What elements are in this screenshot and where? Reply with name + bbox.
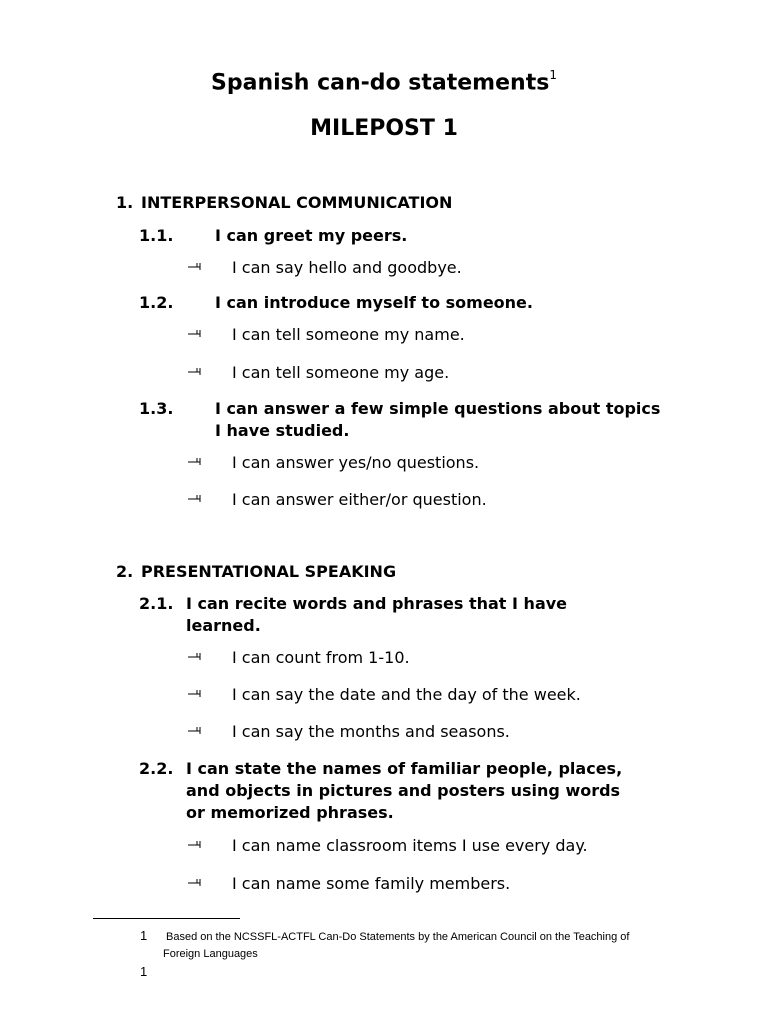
bullet-1-2-2: I can tell someone my age. <box>232 363 450 382</box>
footnote-marker: 1 <box>140 928 148 943</box>
item-1-1-number: 1.1. <box>139 226 174 245</box>
section-1-heading: INTERPERSONAL COMMUNICATION <box>141 193 453 212</box>
bullet-1-3-1: I can answer yes/no questions. <box>232 453 480 472</box>
item-2-1-number: 2.1. <box>139 594 174 613</box>
arrow-bullet-icon <box>187 328 203 338</box>
bullet-1-3-2: I can answer either/or question. <box>232 490 487 509</box>
arrow-bullet-icon <box>187 725 203 735</box>
title-footnote-marker: 1 <box>549 68 557 82</box>
arrow-bullet-icon <box>187 651 203 661</box>
section-1-number: 1. <box>116 193 134 212</box>
bullet-2-2-2: I can name some family members. <box>232 874 511 893</box>
document-title <box>0 70 768 95</box>
bullet-1-2-1: I can tell someone my name. <box>232 325 465 344</box>
item-2-1-text: I can recite words and phrases that I have learned. <box>186 594 568 635</box>
arrow-bullet-icon <box>187 261 203 271</box>
item-1-3-text: I can answer a few simple questions about topics I have studied. <box>215 399 661 440</box>
item-2-2-text: I can state the names of familiar people, places, and objects in pictures and posters using words or memorized phrases. <box>186 759 623 822</box>
section-2-heading: PRESENTATIONAL SPEAKING <box>141 562 397 581</box>
section-2-number: 2. <box>116 562 134 581</box>
bullet-2-1-3: I can say the months and seasons. <box>232 722 510 741</box>
arrow-bullet-icon <box>187 688 203 698</box>
item-1-2-text: I can introduce myself to someone. <box>215 293 533 312</box>
arrow-bullet-icon <box>187 877 203 887</box>
title-text: Spanish can-do statements <box>211 70 550 96</box>
item-1-2-number: 1.2. <box>139 293 174 312</box>
item-1-1-text: I can greet my peers. <box>215 226 408 245</box>
bullet-2-1-1: I can count from 1-10. <box>232 648 410 667</box>
bullet-1-1-1: I can say hello and goodbye. <box>232 258 462 277</box>
bullet-2-2-1: I can name classroom items I use every day. <box>232 836 588 855</box>
milepost-heading: MILEPOST 1 <box>310 116 458 141</box>
bullet-2-1-2: I can say the date and the day of the week. <box>232 685 581 704</box>
footnote-text: Based on the NCSSFL-ACTFL Can-Do Statements by the American Council on the Teaching of Foreign Languages <box>163 931 630 960</box>
arrow-bullet-icon <box>187 493 203 503</box>
item-1-3-number: 1.3. <box>139 399 174 418</box>
arrow-bullet-icon <box>187 839 203 849</box>
footnote-divider <box>93 918 240 919</box>
page-number: 1 <box>140 964 148 979</box>
item-2-2-number: 2.2. <box>139 759 174 778</box>
arrow-bullet-icon <box>187 456 203 466</box>
arrow-bullet-icon <box>187 366 203 376</box>
